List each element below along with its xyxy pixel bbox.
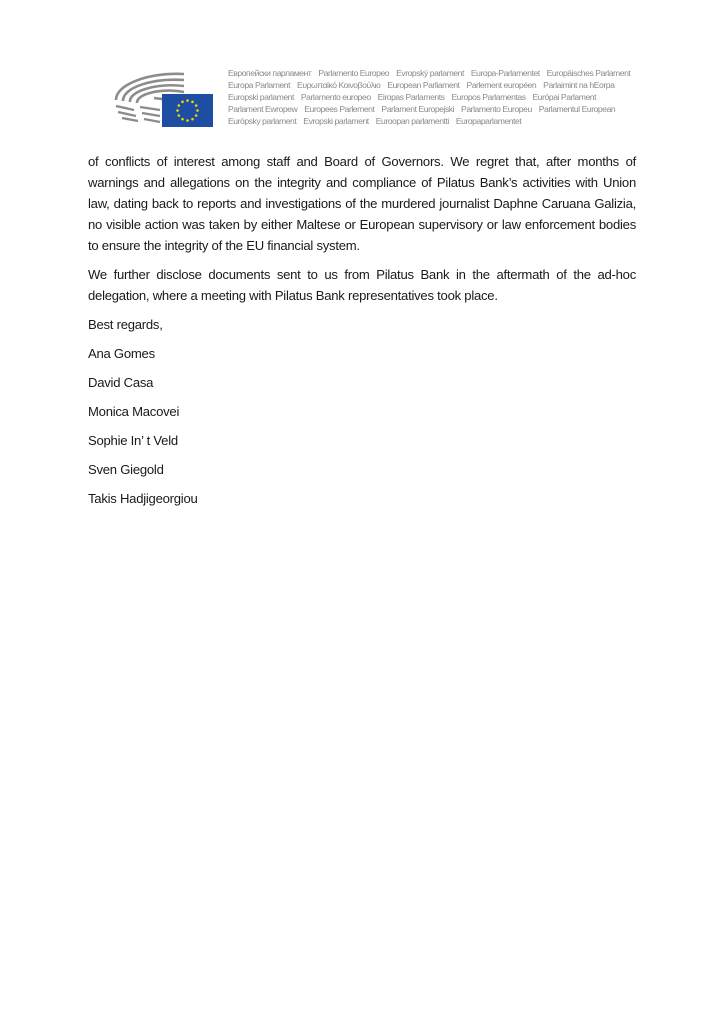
parliament-names [228,67,631,127]
letter-body [88,151,636,517]
parliament-name: Parlamento europeo [300,92,371,102]
parliament-name: Европейски парламент [228,68,312,78]
parliament-name: Parlament Europejski [381,104,455,114]
parliament-names-row [228,79,628,91]
signatory-name: Ana Gomes [88,346,155,361]
parliament-name: European Parliament [387,80,460,90]
eu-star-icon [181,101,184,104]
parliament-name: Európsky parlament [228,116,297,126]
parliament-name: Europäisches Parlament [546,68,631,78]
letterhead [110,66,630,132]
european-parliament-logo-icon [110,66,218,128]
paragraph-conflicts-of-interest: of conflicts of interest among staff and Board of Governors. We regret that, after months of warnings and allegations on the integrity and compliance of Pilatus Bank’s activities with Union law, dating back to reports and investigations of the murdered journalist Daphne Caruana Galizia, no visible action was taken by either Maltese or European supervisory or law enforcement bodies to ensure the integrity of the EU financial system. [88,154,636,253]
signatory-name: David Casa [88,375,154,390]
eu-star-icon [186,99,189,102]
eu-star-icon [195,104,198,107]
closing-salutation: Best regards, [88,317,163,332]
signatory-name: Monica Macovei [88,404,180,419]
parliament-name: Europski parlament [228,92,294,102]
parliament-name: Evropský parlament [396,68,464,78]
signatory-name: Sven Giegold [88,462,164,477]
parliament-name: Parlement européen [466,80,537,90]
parliament-name: Europa-Parlamentet [470,68,540,78]
eu-star-icon [178,114,181,117]
parliament-name: Eiropas Parlaments [377,92,445,102]
parliament-name: Europa Parlament [228,80,291,90]
paragraph-disclosure: We further disclose documents sent to us from Pilatus Bank in the aftermath of the ad-hoc delegation, where a meeting with Pilatus Bank representatives took place. [88,267,636,303]
parliament-name: Európai Parlament [532,92,597,102]
eu-star-icon [176,109,179,112]
eu-star-icon [181,118,184,121]
eu-star-icon [195,114,198,117]
parliament-name: Europos Parlamentas [451,92,526,102]
parliament-name: Europees Parlement [304,104,375,114]
parliament-name: Europaparlamentet [455,116,522,126]
parliament-names-row [228,67,631,79]
eu-star-icon [191,101,194,104]
parliament-name: Parlament Ewropew [228,104,298,114]
parliament-name: Ευρωπαϊκό Κοινοβούλιο [297,80,381,90]
parliament-names-row [228,115,628,127]
parliament-names-row [228,103,628,115]
eu-star-icon [186,119,189,122]
signatory-name: Sophie In’ t Veld [88,433,178,448]
parliament-name: Parlamentul European [538,104,616,114]
parliament-name: Parlamento Europeu [461,104,532,114]
eu-star-icon [178,104,181,107]
signatory-name: Takis Hadjigeorgiou [88,491,198,506]
parliament-name: Evropski parlament [303,116,369,126]
eu-star-icon [191,118,194,121]
parliament-name: Parlaimint na hEorpa [543,80,615,90]
parliament-name: Euroopan parlamentti [375,116,449,126]
eu-star-icon [196,109,199,112]
parliament-names-row [228,91,628,103]
parliament-name: Parlamento Europeo [318,68,390,78]
